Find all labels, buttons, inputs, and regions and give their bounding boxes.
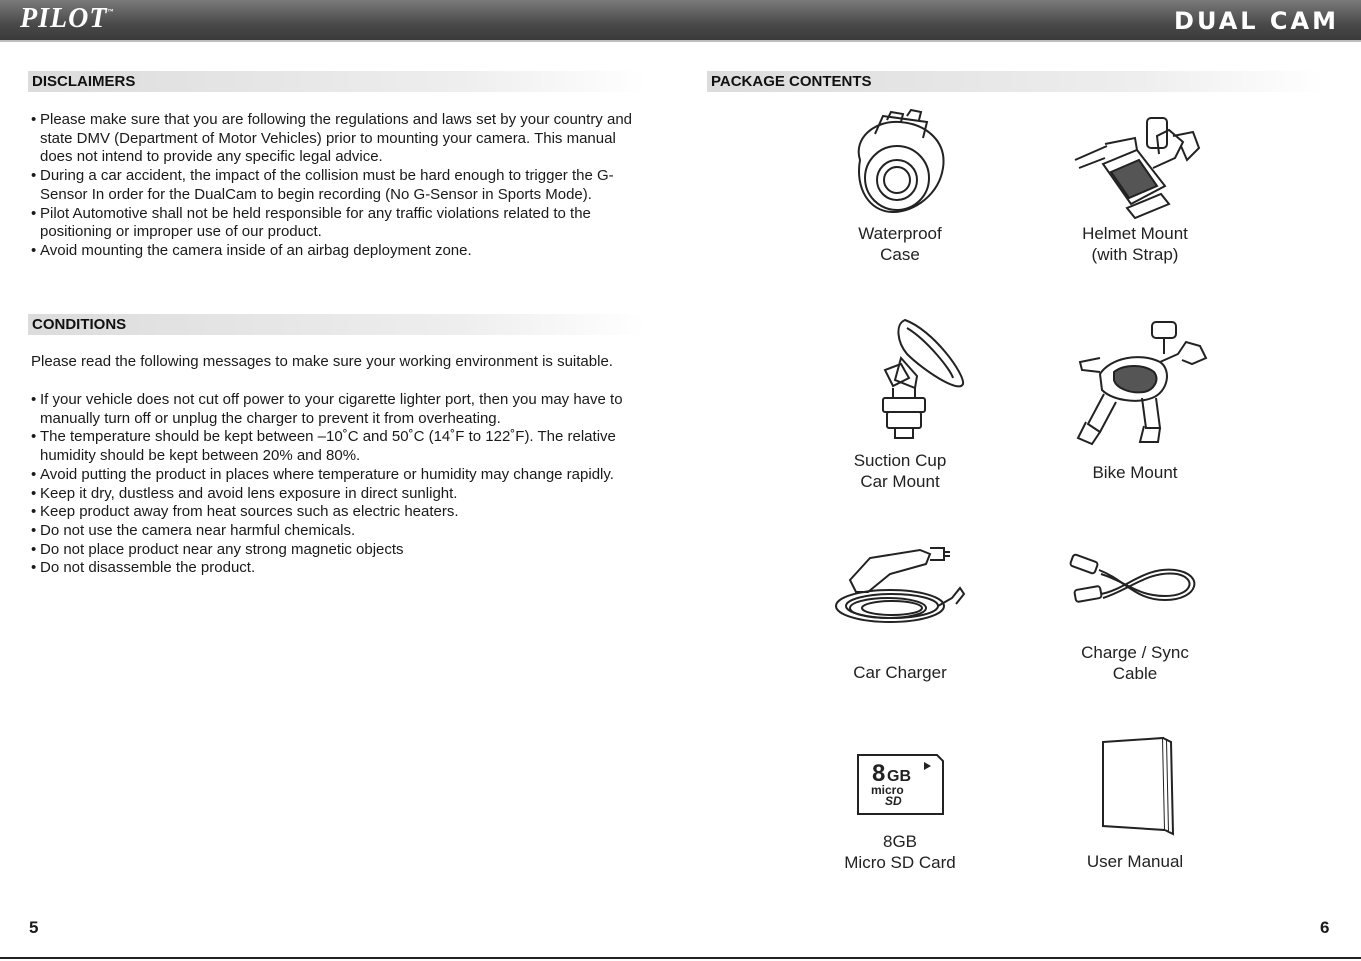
page-number-right: 6 [1320,918,1330,937]
sd-card-icon [855,750,945,818]
package-item-suction-cup [800,314,1000,492]
list-item: • The temperature should be kept between –10˚C and 50˚C (14˚F to 122˚F). The relative humidity should be kept between 20% and 80%. [31,428,653,465]
list-item: • Avoid mounting the camera inside of an airbag deployment zone. [31,242,643,261]
package-item-waterproof-case [800,108,1000,265]
bottom-divider [0,957,1361,959]
page-number-left: 5 [29,918,39,937]
item-label: 8GB Micro SD Card [844,832,956,872]
disclaimers-list [31,111,643,261]
waterproof-case-icon [835,108,965,223]
conditions-list [31,391,653,578]
sd-capacity-number: 8 [872,760,886,787]
list-item: • Keep it dry, dustless and avoid lens exposure in direct sunlight. [31,485,653,504]
package-item-sd-card [800,750,1000,873]
manual-icon [1095,734,1175,838]
header-bar [0,0,1361,42]
cable-icon [1065,540,1205,620]
list-item: • If your vehicle does not cut off power to your cigarette lighter port, then you may have to manually turn off or unplug the charger to prevent it from overheating. [31,391,653,428]
dualcam-logo: DUAL CAM [1174,7,1339,35]
item-label: Car Charger [853,663,947,682]
package-item-helmet-mount [1035,108,1235,265]
item-label: Bike Mount [1092,463,1178,482]
bike-mount-icon [1060,314,1210,454]
list-item: • Pilot Automotive shall not be held responsible for any traffic violations related to the positioning or improper use of our product. [31,205,643,242]
item-label: Helmet Mount (with Strap) [1082,224,1188,264]
list-item: • Please make sure that you are following the regulations and laws set by your country and state DMV (Department of Motor Vehicles) prior to mounting your camera. This manual does not intend to provide any specific legal advice. [31,111,643,167]
conditions-heading: CONDITIONS [28,314,646,335]
package-contents-heading: PACKAGE CONTENTS [707,71,1325,92]
list-item: • Do not disassemble the product. [31,559,653,578]
conditions-intro: Please read the following messages to make sure your working environment is suitable. [31,353,613,370]
sd-brand-top: micro [871,783,904,797]
list-item: • During a car accident, the impact of the collision must be hard enough to trigger the G-Sensor In order for the DualCam to begin recording (No G-Sensor in Sports Mode). [31,167,643,204]
item-label: Suction Cup Car Mount [853,451,947,491]
suction-cup-icon [835,314,965,444]
item-label: User Manual [1086,852,1184,871]
disclaimers-heading: DISCLAIMERS [28,71,646,92]
car-charger-icon [830,540,970,640]
list-item: • Avoid putting the product in places where temperature or humidity may change rapidly. [31,466,653,485]
package-item-car-charger [800,540,1000,683]
helmet-mount-icon [1065,108,1205,223]
sd-brand-bottom: SD [885,794,902,808]
package-item-bike-mount [1035,314,1235,483]
item-label: Waterproof Case [858,224,942,264]
package-item-user-manual [1035,734,1235,872]
list-item: • Do not place product near any strong magnetic objects [31,541,653,560]
pilot-logo: PILOT™ [20,3,115,34]
item-label: Charge / Sync Cable [1081,643,1189,683]
list-item: • Keep product away from heat sources such as electric heaters. [31,503,653,522]
package-item-cable [1035,540,1235,684]
list-item: • Do not use the camera near harmful chemicals. [31,522,653,541]
sd-capacity-unit: GB [887,768,911,785]
